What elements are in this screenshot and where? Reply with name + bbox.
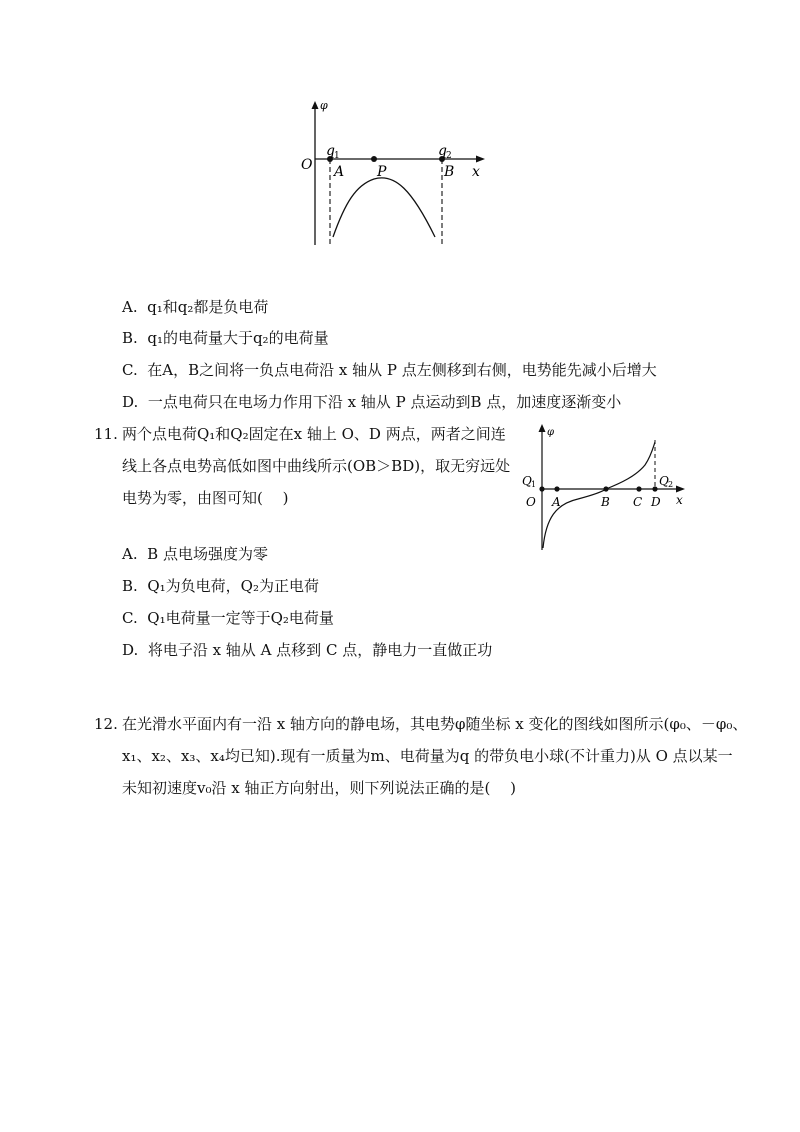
q1-sub: 1 (334, 151, 340, 161)
fig2-q1-sub: 1 (531, 480, 537, 489)
q11-option-d[interactable]: D. 将电子沿 x 轴从 A 点移到 C 点，静电力一直做正功 (122, 641, 493, 659)
q10-option-d-text: 一点电荷只在电场力作用下沿 x 轴从 P 点运动到B 点，加速度逐渐变小 (147, 393, 622, 411)
q12-number: 12. (94, 715, 118, 733)
origin-label: O (301, 157, 313, 173)
q11-stem-line-1: 两个点电荷Q₁和Q₂固定在x 轴上 O、D 两点，两者之间连 (122, 425, 506, 443)
q2-label: q (438, 143, 447, 159)
q10-option-a-text: q₁和q₂都是负电荷 (147, 298, 269, 316)
q10-option-a[interactable]: A. q₁和q₂都是负电荷 (122, 298, 269, 316)
fig2-c-label: C (633, 495, 643, 509)
q10-option-b-text: q₁的电荷量大于q₂的电荷量 (147, 329, 329, 347)
q11-option-d-text: 将电子沿 x 轴从 A 点移到 C 点，静电力一直做正功 (147, 641, 493, 659)
q12-stem-line-1: 在光滑水平面内有一沿 x 轴方向的静电场，其电势φ随坐标 x 变化的图线如图所示(φ₀、－φ₀、 (122, 715, 748, 733)
fig2-phi-label: φ (547, 427, 555, 438)
q10-option-c-text: 在A，B之间将一负点电荷沿 x 轴从 P 点左侧移到右侧，电势能先减小后增大 (147, 361, 657, 379)
q10-option-b[interactable]: B. q₁的电荷量大于q₂的电荷量 (122, 329, 329, 347)
figure-potential-curve-1 (290, 95, 505, 255)
fig2-d-label: D (651, 495, 661, 509)
fig2-o-label: O (526, 495, 536, 509)
point-a-label: A (334, 164, 345, 180)
fig2-x-label: x (676, 493, 683, 507)
fig2-b-label: B (601, 495, 610, 509)
point-p-label: P (377, 164, 387, 180)
q10-option-c[interactable]: C. 在A，B之间将一负点电荷沿 x 轴从 P 点左侧移到右侧，电势能先减小后增大 (122, 361, 657, 379)
q12-stem-line-3: 未知初速度v₀沿 x 轴正方向射出，则下列说法正确的是( ) (122, 779, 516, 797)
figure-potential-curve-2 (518, 418, 703, 558)
q11-number: 11. (94, 425, 118, 443)
q10-option-d[interactable]: D. 一点电荷只在电场力作用下沿 x 轴从 P 点运动到B 点，加速度逐渐变小 (122, 393, 622, 411)
q11-option-b[interactable]: B. Q₁为负电荷，Q₂为正电荷 (122, 577, 319, 595)
q11-option-a[interactable]: A. B 点电场强度为零 (122, 545, 268, 563)
fig2-q2-label: Q (659, 474, 669, 488)
q11-option-b-text: Q₁为负电荷，Q₂为正电荷 (147, 577, 319, 595)
q11-option-c-text: Q₁电荷量一定等于Q₂电荷量 (147, 609, 334, 627)
q11-stem-line-2: 线上各点电势高低如图中曲线所示(OB＞BD)，取无穷远处 (122, 457, 511, 475)
q2-sub: 2 (446, 151, 452, 161)
fig2-q1-label: Q (522, 474, 532, 488)
q11-option-c[interactable]: C. Q₁电荷量一定等于Q₂电荷量 (122, 609, 334, 627)
q1-label: q (326, 143, 335, 159)
point-b-label: B (444, 164, 455, 180)
x-axis-label: x (472, 164, 480, 180)
fig2-q2-sub: 2 (668, 480, 674, 489)
phi-axis-label: φ (320, 99, 328, 112)
q11-option-a-text: B 点电场强度为零 (147, 545, 268, 563)
q12-stem-line-2: x₁、x₂、x₃、x₄均已知).现有一质量为m、电荷量为q 的带负电小球(不计重力)从 O 点以某一 (122, 747, 733, 765)
q11-stem-line-3: 电势为零，由图可知( ) (122, 489, 289, 507)
fig2-a-label: A (552, 495, 561, 509)
